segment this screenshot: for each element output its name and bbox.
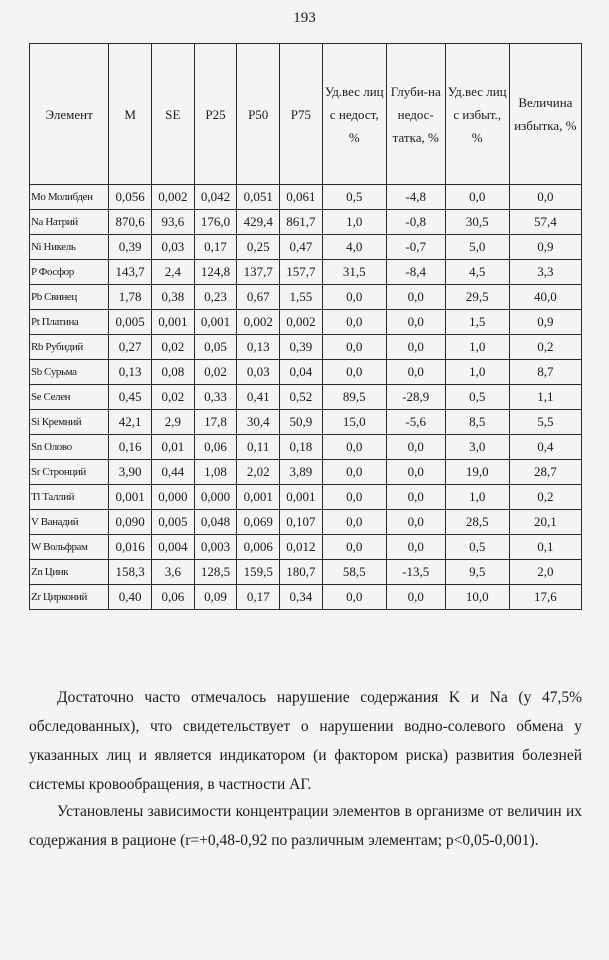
cell-p75: 0,012 — [280, 535, 323, 560]
header-excess-size: Величина избытка, % — [509, 44, 581, 185]
cell-def-share: 15,0 — [322, 410, 386, 435]
cell-element: Pb Свинец — [30, 285, 109, 310]
cell-p75: 3,89 — [280, 460, 323, 485]
cell-element: Pt Платина — [30, 310, 109, 335]
cell-se: 0,001 — [151, 310, 194, 335]
cell-element: Ni Никель — [30, 235, 109, 260]
table-row — [30, 510, 582, 535]
cell-exc-share: 0,5 — [445, 385, 509, 410]
cell-element: Mo Молибден — [30, 185, 109, 210]
cell-se: 0,02 — [151, 385, 194, 410]
cell-element: Se Селен — [30, 385, 109, 410]
cell-m: 870,6 — [109, 210, 152, 235]
cell-exc-size: 0,0 — [509, 185, 581, 210]
cell-def-share: 0,0 — [322, 360, 386, 385]
cell-exc-share: 0,5 — [445, 535, 509, 560]
cell-def-share: 0,0 — [322, 435, 386, 460]
cell-m: 0,40 — [109, 585, 152, 610]
cell-se: 0,000 — [151, 485, 194, 510]
cell-exc-size: 0,9 — [509, 235, 581, 260]
cell-exc-size: 0,2 — [509, 335, 581, 360]
page-number: 193 — [293, 10, 316, 26]
cell-p75: 0,107 — [280, 510, 323, 535]
cell-exc-share: 1,0 — [445, 335, 509, 360]
cell-p75: 0,39 — [280, 335, 323, 360]
cell-se: 0,02 — [151, 335, 194, 360]
cell-exc-share: 4,5 — [445, 260, 509, 285]
header-excess-share: Уд.вес лиц с избыт., % — [445, 44, 509, 185]
table-row — [30, 485, 582, 510]
cell-p75: 0,34 — [280, 585, 323, 610]
table-row — [30, 310, 582, 335]
table-row — [30, 410, 582, 435]
cell-exc-share: 0,0 — [445, 185, 509, 210]
table-row — [30, 385, 582, 410]
cell-element: Tl Таллий — [30, 485, 109, 510]
paragraph-text: Установлены зависимости концентрации элементов в организме от величин их содержания в рационе (r=+0,48-0,92 по различным элементам; p<0,05-0,001). — [29, 803, 582, 849]
table-row — [30, 535, 582, 560]
cell-p50: 0,001 — [237, 485, 280, 510]
cell-def-depth: 0,0 — [386, 435, 445, 460]
cell-p25: 0,000 — [194, 485, 237, 510]
cell-m: 143,7 — [109, 260, 152, 285]
cell-exc-size: 0,4 — [509, 435, 581, 460]
cell-exc-size: 0,1 — [509, 535, 581, 560]
cell-se: 2,9 — [151, 410, 194, 435]
cell-p50: 0,67 — [237, 285, 280, 310]
table-row — [30, 235, 582, 260]
cell-def-depth: -4,8 — [386, 185, 445, 210]
cell-def-share: 31,5 — [322, 260, 386, 285]
header-p50: P50 — [237, 44, 280, 185]
cell-p50: 0,051 — [237, 185, 280, 210]
cell-p25: 0,17 — [194, 235, 237, 260]
cell-p75: 157,7 — [280, 260, 323, 285]
cell-def-depth: -28,9 — [386, 385, 445, 410]
cell-p50: 0,002 — [237, 310, 280, 335]
cell-p25: 0,048 — [194, 510, 237, 535]
cell-element: Na Натрий — [30, 210, 109, 235]
cell-p25: 0,05 — [194, 335, 237, 360]
cell-m: 0,005 — [109, 310, 152, 335]
cell-p25: 0,23 — [194, 285, 237, 310]
cell-p50: 0,11 — [237, 435, 280, 460]
cell-exc-share: 8,5 — [445, 410, 509, 435]
cell-m: 0,056 — [109, 185, 152, 210]
cell-def-share: 0,0 — [322, 460, 386, 485]
cell-p50: 0,41 — [237, 385, 280, 410]
cell-def-share: 0,5 — [322, 185, 386, 210]
cell-exc-share: 9,5 — [445, 560, 509, 585]
table-row — [30, 260, 582, 285]
cell-element: Si Кремний — [30, 410, 109, 435]
cell-element: Zn Цинк — [30, 560, 109, 585]
cell-element: Sr Стронций — [30, 460, 109, 485]
header-m: M — [109, 44, 152, 185]
cell-p50: 159,5 — [237, 560, 280, 585]
cell-p75: 0,52 — [280, 385, 323, 410]
table-row — [30, 285, 582, 310]
cell-def-share: 0,0 — [322, 310, 386, 335]
cell-p75: 0,47 — [280, 235, 323, 260]
cell-def-depth: 0,0 — [386, 360, 445, 385]
cell-def-share: 4,0 — [322, 235, 386, 260]
header-p25: P25 — [194, 44, 237, 185]
cell-exc-size: 2,0 — [509, 560, 581, 585]
cell-p75: 0,061 — [280, 185, 323, 210]
cell-def-share: 89,5 — [322, 385, 386, 410]
cell-m: 1,78 — [109, 285, 152, 310]
cell-exc-share: 30,5 — [445, 210, 509, 235]
table-row — [30, 585, 582, 610]
cell-p25: 0,06 — [194, 435, 237, 460]
cell-se: 2,4 — [151, 260, 194, 285]
cell-m: 3,90 — [109, 460, 152, 485]
cell-m: 158,3 — [109, 560, 152, 585]
cell-exc-share: 1,5 — [445, 310, 509, 335]
table-row — [30, 210, 582, 235]
cell-element: Sn Олово — [30, 435, 109, 460]
cell-element: Sb Сурьма — [30, 360, 109, 385]
cell-def-depth: 0,0 — [386, 535, 445, 560]
cell-m: 0,13 — [109, 360, 152, 385]
cell-def-share: 0,0 — [322, 535, 386, 560]
cell-se: 0,004 — [151, 535, 194, 560]
cell-exc-share: 28,5 — [445, 510, 509, 535]
cell-exc-size: 1,1 — [509, 385, 581, 410]
cell-element: Rb Рубидий — [30, 335, 109, 360]
header-element: Элемент — [30, 44, 109, 185]
cell-p25: 0,003 — [194, 535, 237, 560]
cell-se: 0,38 — [151, 285, 194, 310]
table-header-row — [30, 44, 582, 185]
cell-p25: 0,02 — [194, 360, 237, 385]
paragraph-text: Достаточно часто отмечалось нарушение содержания K и Na (у 47,5% обследованных), что свидетельствует о нарушении водно-солевого обмена у указанных лиц и является индикатором (и фактором риска) развития болезней системы кровообращения, в частности АГ. — [29, 689, 582, 793]
header-deficit-depth: Глуби-на недос-татка, % — [386, 44, 445, 185]
cell-def-depth: -0,8 — [386, 210, 445, 235]
cell-p75: 1,55 — [280, 285, 323, 310]
cell-se: 0,005 — [151, 510, 194, 535]
cell-def-depth: -0,7 — [386, 235, 445, 260]
cell-p25: 0,09 — [194, 585, 237, 610]
cell-p75: 0,18 — [280, 435, 323, 460]
cell-exc-share: 19,0 — [445, 460, 509, 485]
cell-m: 42,1 — [109, 410, 152, 435]
cell-def-depth: 0,0 — [386, 485, 445, 510]
cell-p50: 0,13 — [237, 335, 280, 360]
cell-exc-share: 5,0 — [445, 235, 509, 260]
table-row — [30, 335, 582, 360]
cell-def-depth: 0,0 — [386, 335, 445, 360]
elements-table — [29, 43, 582, 610]
cell-m: 0,001 — [109, 485, 152, 510]
cell-p25: 17,8 — [194, 410, 237, 435]
cell-element: P Фосфор — [30, 260, 109, 285]
cell-def-depth: 0,0 — [386, 585, 445, 610]
cell-m: 0,39 — [109, 235, 152, 260]
cell-exc-share: 1,0 — [445, 360, 509, 385]
cell-def-depth: 0,0 — [386, 510, 445, 535]
cell-element: V Ванадий — [30, 510, 109, 535]
cell-p75: 0,04 — [280, 360, 323, 385]
cell-m: 0,27 — [109, 335, 152, 360]
cell-se: 0,06 — [151, 585, 194, 610]
cell-def-depth: -13,5 — [386, 560, 445, 585]
cell-se: 3,6 — [151, 560, 194, 585]
cell-p50: 2,02 — [237, 460, 280, 485]
cell-exc-size: 17,6 — [509, 585, 581, 610]
cell-exc-size: 40,0 — [509, 285, 581, 310]
cell-p25: 0,001 — [194, 310, 237, 335]
table-row — [30, 460, 582, 485]
cell-exc-size: 57,4 — [509, 210, 581, 235]
cell-m: 0,090 — [109, 510, 152, 535]
cell-p25: 124,8 — [194, 260, 237, 285]
cell-p75: 0,002 — [280, 310, 323, 335]
cell-p50: 429,4 — [237, 210, 280, 235]
cell-element: W Вольфрам — [30, 535, 109, 560]
table-row — [30, 360, 582, 385]
cell-p75: 861,7 — [280, 210, 323, 235]
cell-exc-share: 29,5 — [445, 285, 509, 310]
cell-exc-share: 1,0 — [445, 485, 509, 510]
cell-exc-size: 0,2 — [509, 485, 581, 510]
cell-p50: 0,03 — [237, 360, 280, 385]
header-p75: P75 — [280, 44, 323, 185]
cell-def-depth: 0,0 — [386, 460, 445, 485]
cell-p25: 1,08 — [194, 460, 237, 485]
cell-se: 93,6 — [151, 210, 194, 235]
cell-p25: 128,5 — [194, 560, 237, 585]
cell-p25: 176,0 — [194, 210, 237, 235]
cell-def-share: 0,0 — [322, 335, 386, 360]
cell-p75: 180,7 — [280, 560, 323, 585]
cell-exc-size: 0,9 — [509, 310, 581, 335]
cell-exc-share: 3,0 — [445, 435, 509, 460]
cell-m: 0,16 — [109, 435, 152, 460]
cell-se: 0,08 — [151, 360, 194, 385]
cell-element: Zr Цирконий — [30, 585, 109, 610]
cell-p50: 0,069 — [237, 510, 280, 535]
cell-p50: 0,006 — [237, 535, 280, 560]
cell-exc-share: 10,0 — [445, 585, 509, 610]
cell-def-share: 0,0 — [322, 585, 386, 610]
cell-p50: 0,25 — [237, 235, 280, 260]
paragraph — [29, 683, 582, 799]
cell-p25: 0,33 — [194, 385, 237, 410]
cell-m: 0,45 — [109, 385, 152, 410]
cell-se: 0,002 — [151, 185, 194, 210]
table-row — [30, 560, 582, 585]
cell-exc-size: 20,1 — [509, 510, 581, 535]
cell-def-depth: -5,6 — [386, 410, 445, 435]
cell-exc-size: 3,3 — [509, 260, 581, 285]
cell-def-depth: 0,0 — [386, 285, 445, 310]
cell-se: 0,44 — [151, 460, 194, 485]
cell-exc-size: 5,5 — [509, 410, 581, 435]
cell-p50: 30,4 — [237, 410, 280, 435]
cell-p75: 50,9 — [280, 410, 323, 435]
cell-def-share: 0,0 — [322, 285, 386, 310]
cell-m: 0,016 — [109, 535, 152, 560]
table-row — [30, 435, 582, 460]
cell-p25: 0,042 — [194, 185, 237, 210]
cell-p50: 0,17 — [237, 585, 280, 610]
cell-se: 0,01 — [151, 435, 194, 460]
cell-def-share: 0,0 — [322, 510, 386, 535]
cell-exc-size: 8,7 — [509, 360, 581, 385]
paragraph — [29, 797, 582, 855]
cell-def-share: 58,5 — [322, 560, 386, 585]
cell-def-share: 1,0 — [322, 210, 386, 235]
table-body — [30, 185, 582, 610]
table-row — [30, 185, 582, 210]
header-se: SE — [151, 44, 194, 185]
cell-def-depth: -8,4 — [386, 260, 445, 285]
cell-def-share: 0,0 — [322, 485, 386, 510]
cell-def-depth: 0,0 — [386, 310, 445, 335]
header-deficit-share: Уд.вес лиц с недост, % — [322, 44, 386, 185]
cell-p50: 137,7 — [237, 260, 280, 285]
cell-se: 0,03 — [151, 235, 194, 260]
cell-exc-size: 28,7 — [509, 460, 581, 485]
cell-p75: 0,001 — [280, 485, 323, 510]
